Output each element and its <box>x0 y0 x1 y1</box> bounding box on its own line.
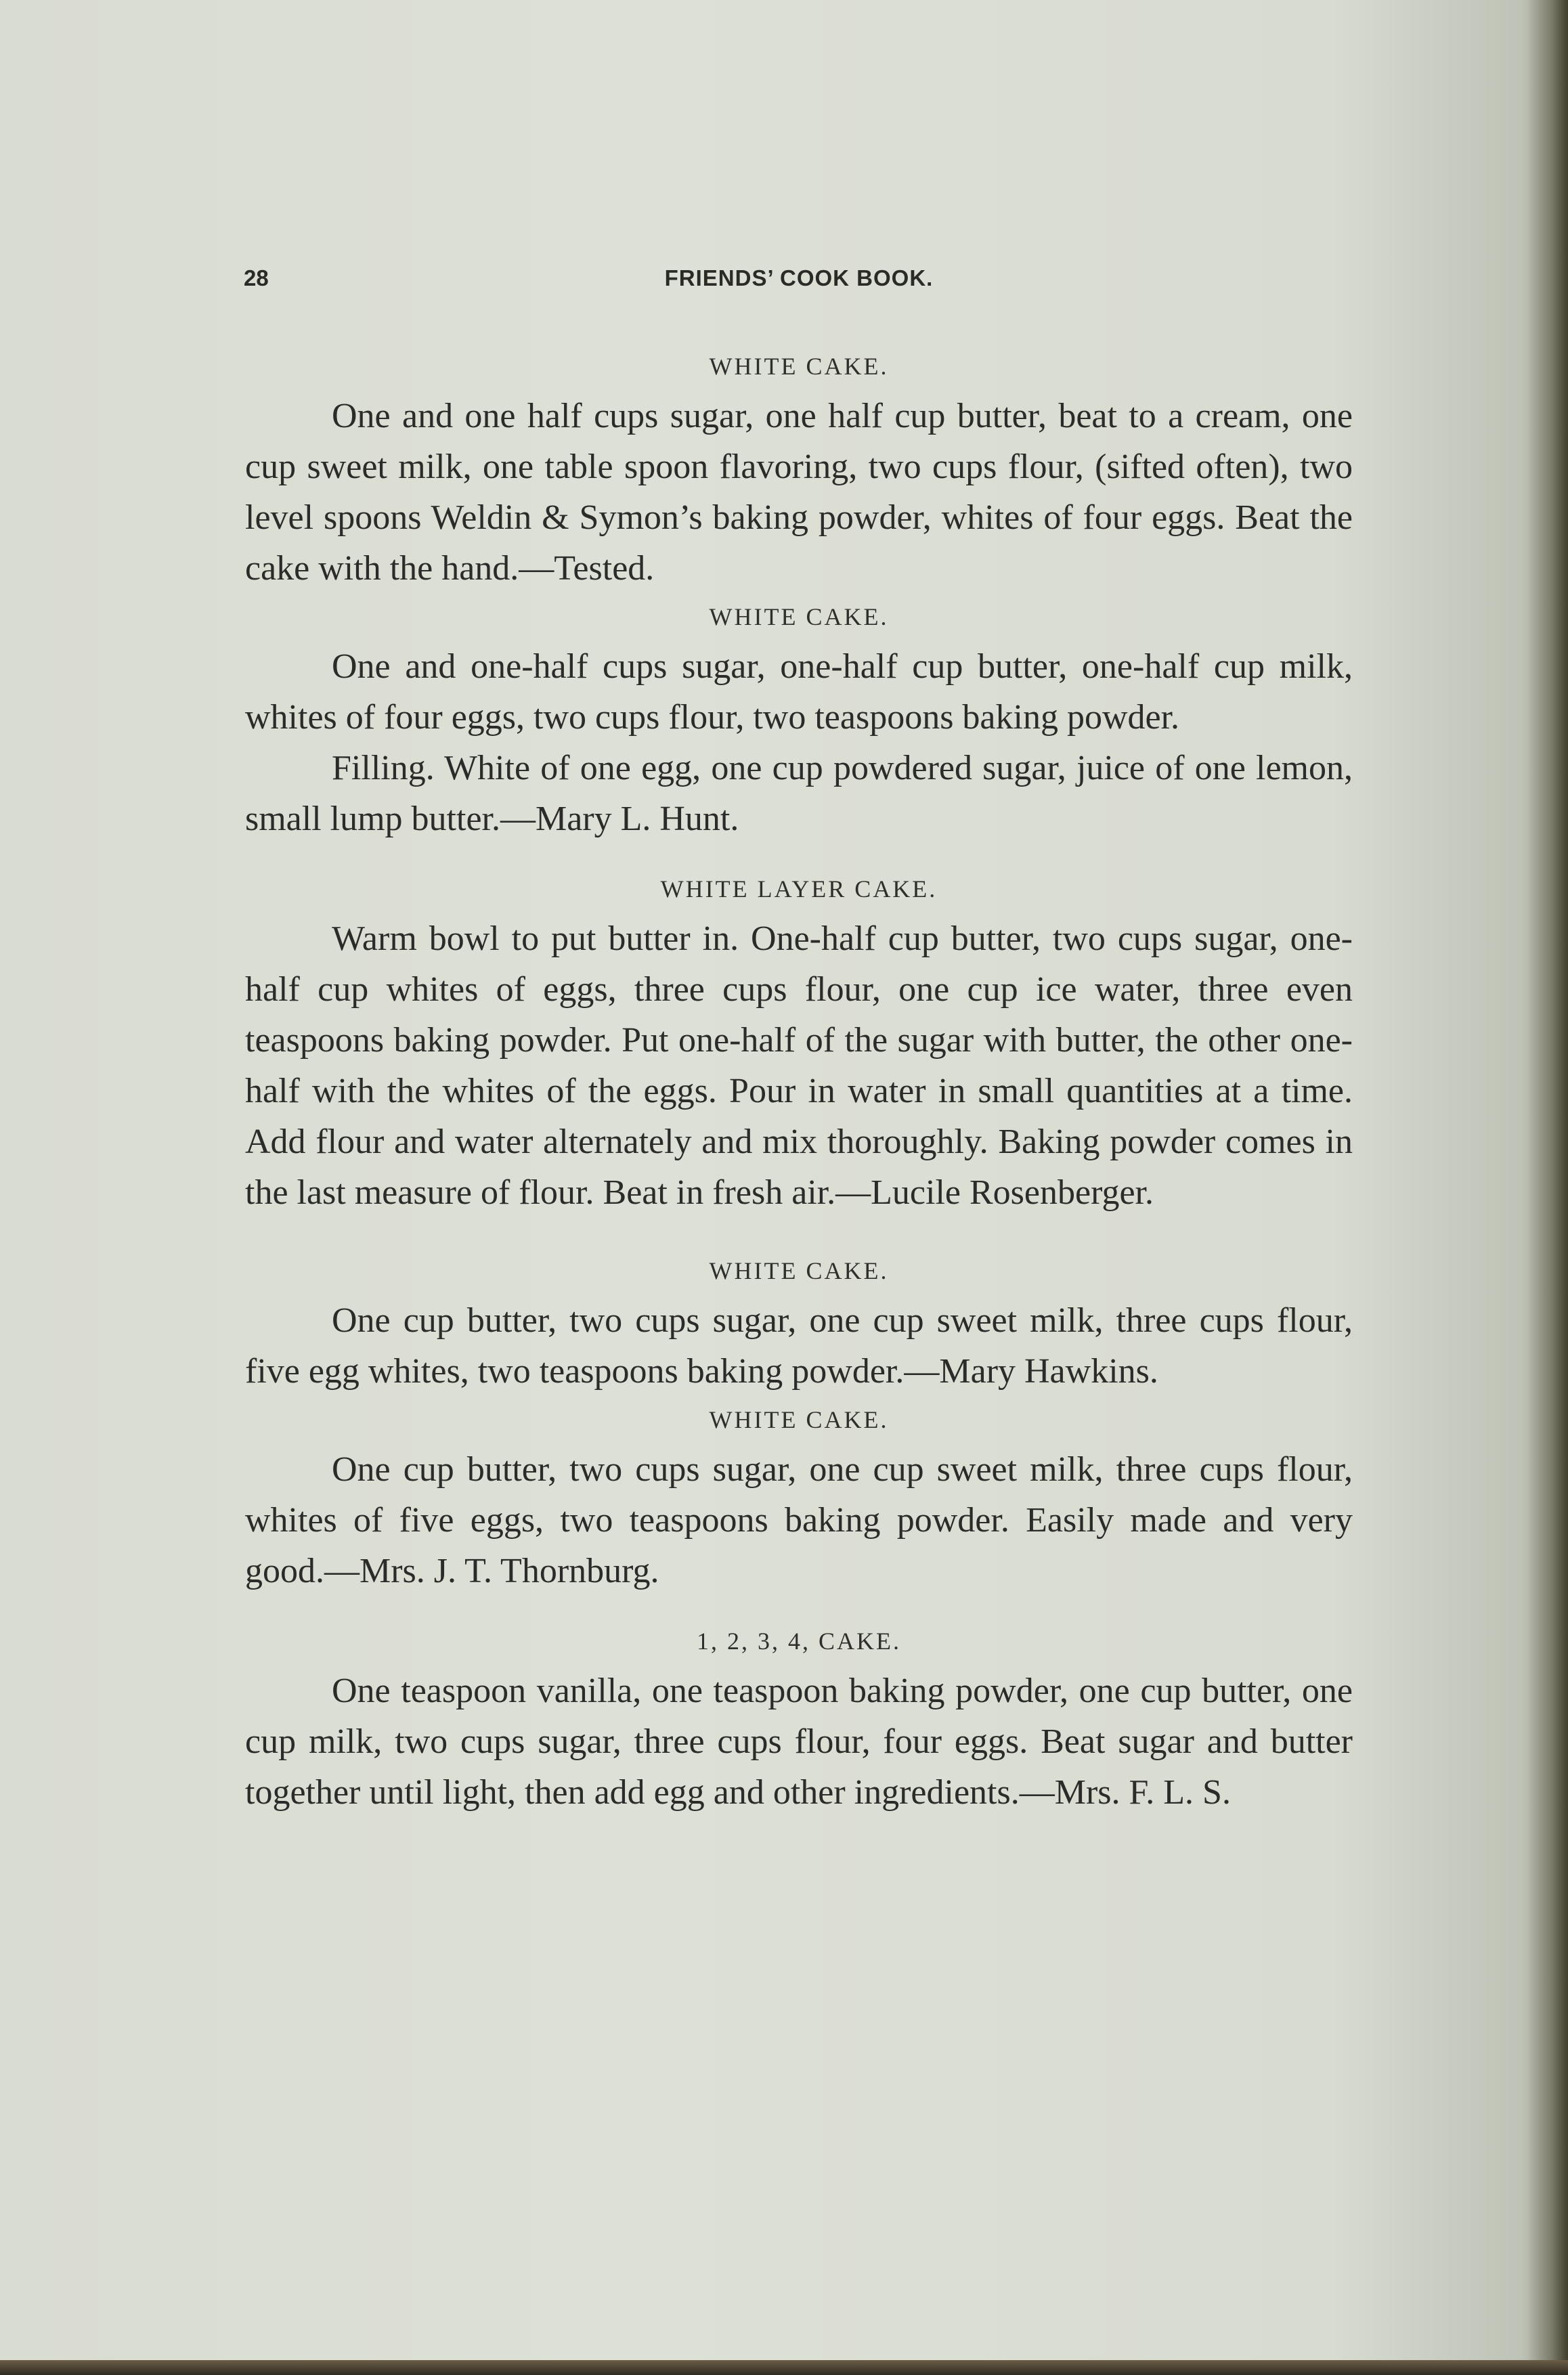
page-number: 28 <box>244 265 269 290</box>
recipe-filling-paragraph: Filling. White of one egg, one cup powdered sugar, juice of one lemon, small lump butter.—Mary L. Hunt. <box>245 749 1353 838</box>
recipe-title: WHITE LAYER CAKE. <box>660 875 938 902</box>
recipe-white-cake-3 <box>245 1253 1353 1397</box>
recipe-title: 1, 2, 3, 4, CAKE. <box>697 1628 901 1655</box>
recipe-paragraph: Warm bowl to put butter in. One-half cup butter, two cups sugar, one-half cup whites of eggs, three cups flour, one cup ice water, three even teaspoons baking powder. Put one-half of the sugar with butter, the other one-half with the whites of the eggs. Pour in water in small quantities at a time. Add flour and water alternately and mix thoroughly. Baking powder comes in the last measure of flour. Beat in fresh air.—Lucile Rosenberger. <box>245 919 1353 1212</box>
book-title: FRIENDS’ COOK BOOK. <box>664 265 934 290</box>
book-cover-edge <box>0 2360 1568 2375</box>
recipe-white-cake-2 <box>245 599 1353 844</box>
running-header <box>244 265 1354 299</box>
recipe-white-layer-cake <box>245 871 1353 1218</box>
recipe-paragraph: One cup butter, two cups sugar, one cup sweet milk, three cups flour, five egg whites, two teaspoons baking powder.—Mary Hawkins. <box>245 1301 1353 1391</box>
recipe-title: WHITE CAKE. <box>709 1257 889 1284</box>
recipe-paragraph: One and one-half cups sugar, one-half cup butter, one-half cup milk, whites of four eggs, two cups flour, two teaspoons baking powder. <box>245 647 1353 737</box>
recipe-white-cake-4 <box>245 1402 1353 1596</box>
recipe-white-cake-1 <box>245 349 1353 594</box>
page-edge-shadow <box>1527 0 1568 2375</box>
recipe-title: WHITE CAKE. <box>709 1406 889 1433</box>
recipe-1234-cake <box>245 1624 1353 1818</box>
recipe-title: WHITE CAKE. <box>709 603 889 630</box>
recipe-paragraph: One teaspoon vanilla, one teaspoon baking powder, one cup butter, one cup milk, two cups sugar, three cups flour, four eggs. Beat sugar and butter together until light, then add egg and other ingredients.—Mrs. F. L. S. <box>245 1672 1353 1812</box>
recipe-paragraph: One and one half cups sugar, one half cup butter, beat to a cream, one cup sweet milk, one table spoon flavoring, two cups flour, (sifted often), two level spoons Weldin & Symon’s baking powder, whites of four eggs. Beat the cake with the hand.—Tested. <box>245 397 1353 588</box>
page-content <box>245 349 1353 1818</box>
recipe-title: WHITE CAKE. <box>709 353 889 380</box>
recipe-paragraph: One cup butter, two cups sugar, one cup sweet milk, three cups flour, whites of five eggs, two teaspoons baking powder. Easily made and very good.—Mrs. J. T. Thornburg. <box>245 1450 1353 1590</box>
